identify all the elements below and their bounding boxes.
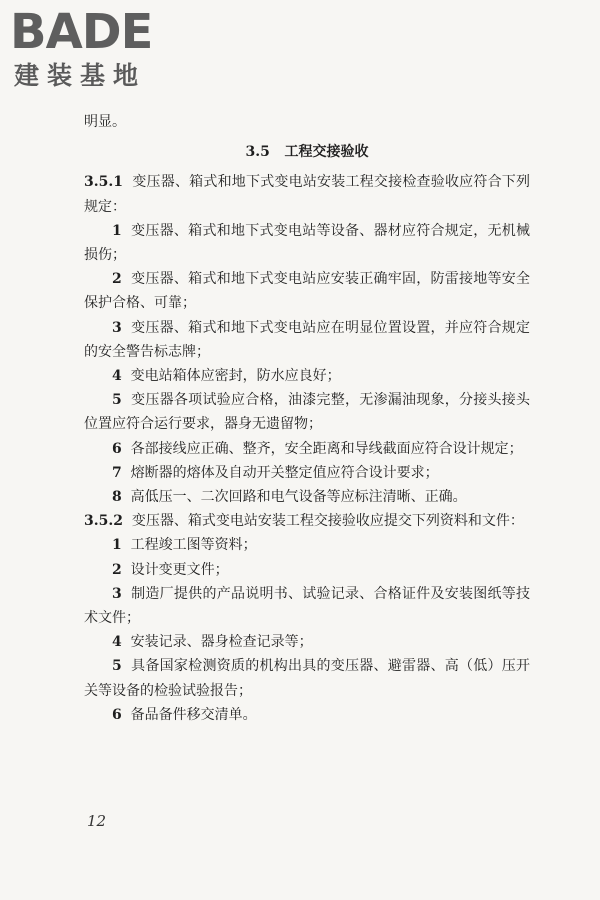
item-number: 6 — [112, 440, 122, 457]
item-number: 5 — [112, 658, 122, 675]
item-text: 安装记录、器身检查记录等； — [130, 634, 313, 651]
list-item — [84, 630, 530, 654]
clause-text: 变压器、箱式和地下式变电站安装工程交接检查验收应符合下列规定： — [84, 174, 530, 215]
section-heading — [84, 140, 530, 164]
item-number: 8 — [112, 489, 122, 506]
item-text: 高低压一、二次回路和电气设备等应标注清晰、正确。 — [130, 489, 467, 506]
item-number: 1 — [112, 222, 122, 239]
list-item — [84, 582, 530, 630]
list-item — [84, 388, 530, 436]
section-title: 工程交接验收 — [284, 144, 369, 161]
item-text: 变压器各项试验应合格，油漆完整，无渗漏油现象，分接头接头位置应符合运行要求，器身无遗留物； — [84, 392, 531, 433]
list-item — [84, 316, 530, 364]
intro-text: 明显。 — [84, 114, 126, 130]
list-item — [84, 267, 530, 315]
item-number: 5 — [112, 392, 122, 409]
list-item — [84, 558, 530, 582]
clause-text: 变压器、箱式变电站安装工程交接验收应提交下列资料和文件： — [131, 513, 524, 530]
item-number: 7 — [112, 464, 122, 481]
list-item — [84, 219, 530, 267]
item-text: 变压器、箱式和地下式变电站应在明显位置设置，并应符合规定的安全警告标志牌； — [84, 319, 531, 360]
item-text: 设计变更文件； — [130, 561, 229, 578]
item-text: 变压器、箱式和地下式变电站应安装正确牢固，防雷接地等安全保护合格、可靠； — [84, 271, 531, 312]
list-item — [84, 485, 530, 509]
item-number: 2 — [112, 561, 122, 578]
svg-text:BADE: BADE — [10, 4, 153, 56]
clause-3-5-2 — [84, 509, 530, 533]
item-number: 3 — [112, 319, 122, 336]
clause-number: 3.5.1 — [84, 174, 123, 191]
item-number: 4 — [112, 634, 122, 651]
item-number: 4 — [112, 368, 122, 385]
list-item — [84, 533, 530, 557]
item-text: 具备国家检测资质的机构出具的变压器、避雷器、高（低）压开关等设备的检验试验报告； — [84, 658, 531, 699]
item-number: 6 — [112, 706, 122, 723]
item-number: 3 — [112, 585, 122, 602]
list-item — [84, 703, 530, 727]
document-body — [84, 110, 530, 727]
list-item — [84, 461, 530, 485]
section-number: 3.5 — [245, 144, 270, 161]
clause-3-5-2-items — [84, 533, 530, 727]
clause-3-5-1 — [84, 170, 530, 218]
item-text: 熔断器的熔体及自动开关整定值应符合设计要求； — [130, 464, 439, 481]
item-text: 制造厂提供的产品说明书、试验记录、合格证件及安装图纸等技术文件； — [84, 585, 531, 627]
item-text: 备品备件移交清单。 — [130, 706, 257, 723]
logo — [8, 4, 180, 90]
list-item — [84, 364, 530, 388]
list-item — [84, 654, 530, 702]
logo-subtitle: 建装基地 — [14, 61, 147, 90]
page-number: 12 — [87, 812, 107, 830]
bade-logo-icon — [8, 4, 180, 56]
item-text: 各部接线应正确、整齐，安全距离和导线截面应符合设计规定； — [130, 440, 523, 457]
item-text: 变压器、箱式和地下式变电站等设备、器材应符合规定，无机械损伤； — [84, 222, 531, 264]
item-text: 工程竣工图等资料； — [130, 537, 257, 554]
item-text: 变电站箱体应密封，防水应良好； — [130, 368, 341, 385]
clause-number: 3.5.2 — [84, 513, 123, 530]
item-number: 2 — [112, 271, 122, 288]
list-item — [84, 437, 530, 461]
item-number: 1 — [112, 537, 122, 554]
clause-3-5-1-items — [84, 219, 530, 509]
